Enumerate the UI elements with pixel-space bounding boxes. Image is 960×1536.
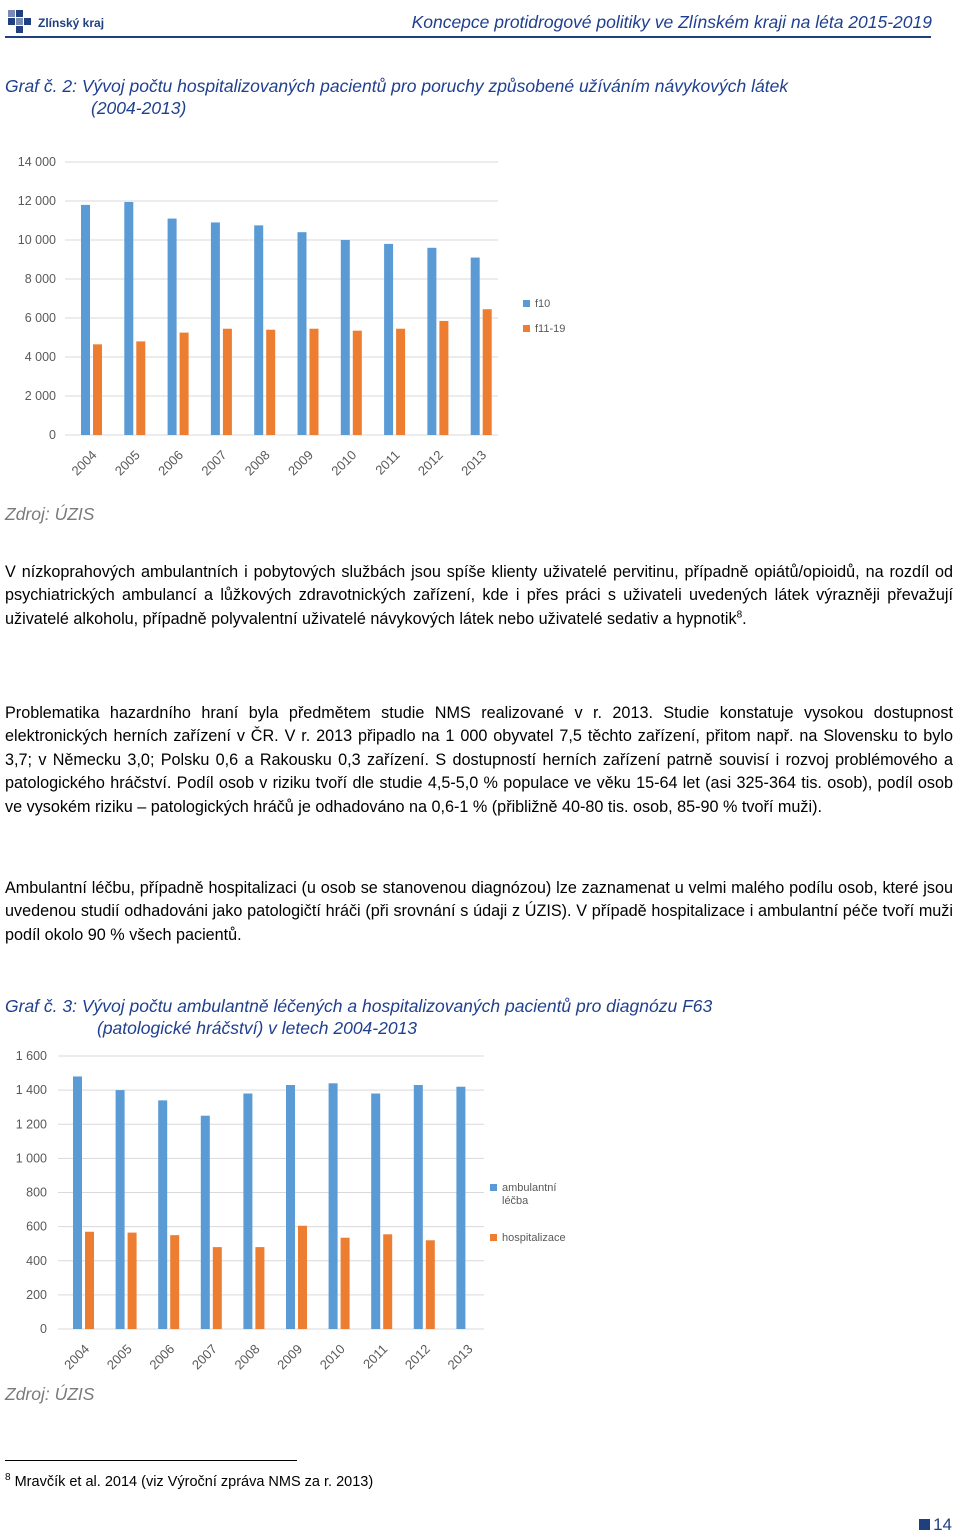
figure-2-caption <box>5 996 712 1039</box>
x-tick-label: 2004 <box>68 447 100 479</box>
y-tick-label: 1 000 <box>15 1151 47 1166</box>
bar-series2 <box>353 331 362 435</box>
bar-series2 <box>383 1234 392 1329</box>
figure-1-caption-line1: Graf č. 2: Vývoj počtu hospitalizovaných pacientů pro poruchy způsobené užíváním návykových látek <box>5 76 789 96</box>
x-tick-label: 2006 <box>146 1341 178 1373</box>
x-tick-label: 2011 <box>372 447 403 478</box>
y-tick-label: 1 400 <box>15 1083 47 1098</box>
y-tick-label: 0 <box>40 1322 47 1336</box>
x-tick-label: 2007 <box>198 447 230 479</box>
bar-series1 <box>414 1085 423 1329</box>
chart-f63-patients <box>0 1044 600 1384</box>
x-tick-label: 2009 <box>284 447 317 479</box>
bar-series2 <box>223 329 232 435</box>
bar-series2 <box>128 1233 137 1329</box>
bar-series2 <box>85 1232 94 1329</box>
header-divider <box>5 36 931 38</box>
bar-series1 <box>201 1116 210 1329</box>
bar-series2 <box>213 1247 222 1329</box>
x-tick-label: 2010 <box>316 1341 348 1373</box>
paragraph-clients-end: . <box>742 609 747 628</box>
bar-series1 <box>243 1094 252 1329</box>
legend-swatch <box>523 325 530 332</box>
legend-label: hospitalizace <box>502 1232 566 1244</box>
y-tick-label: 800 <box>26 1185 47 1200</box>
bar-series1 <box>427 248 436 435</box>
bar-series1 <box>254 225 263 435</box>
bar-series2 <box>266 330 275 435</box>
zlinsky-kraj-logo <box>8 10 118 36</box>
legend-swatch <box>490 1234 497 1241</box>
bar-series1 <box>371 1094 380 1329</box>
x-tick-label: 2011 <box>360 1341 391 1372</box>
legend-swatch <box>523 300 530 307</box>
bar-series1 <box>384 244 393 435</box>
x-tick-label: 2013 <box>444 1341 476 1373</box>
footnote-number: 8 <box>5 1472 11 1484</box>
page-number-square-icon <box>919 1519 930 1530</box>
bar-series1 <box>158 1100 167 1329</box>
page-header <box>0 0 960 40</box>
paragraph-clients <box>5 561 953 631</box>
footnote-text: Mravčík et al. 2014 (viz Výroční zpráva NMS za r. 2013) <box>14 1474 374 1490</box>
y-tick-label: 400 <box>26 1253 47 1268</box>
bar-series1 <box>329 1083 338 1329</box>
y-tick-label: 0 <box>49 428 56 442</box>
paragraph-clients-text: V nízkoprahových ambulantních i pobytových službách jsou spíše klienty uživatelé pervitinu, případně opiátů/opioidů, na rozdíl od psychiatrických ambulancí a lůžkových zdravotnických zařízení, kde i přes práci s uživateli uvedených látek výrazněji převažují uživatelé alkoholu, případně polyvalentní uživatelé návykových látek nebo uživatelé sedativ a hypnotik <box>5 563 953 628</box>
footnote <box>5 1474 373 1490</box>
bar-series1 <box>73 1076 82 1329</box>
bar-series2 <box>483 309 492 435</box>
figure-2-source: Zdroj: ÚZIS <box>5 1384 95 1404</box>
document-title: Koncepce protidrogové politiky ve Zlínském kraji na léta 2015-2019 <box>411 12 932 32</box>
y-tick-label: 6 000 <box>24 311 56 325</box>
x-tick-label: 2009 <box>274 1341 306 1373</box>
x-tick-label: 2008 <box>241 447 273 479</box>
footnote-divider <box>5 1460 297 1461</box>
chart-hospitalized-patients <box>0 150 600 490</box>
figure-1-caption <box>5 76 788 119</box>
page-number <box>919 1515 952 1535</box>
paragraph-treatment: Ambulantní léčbu, případně hospitalizaci (u osob se stanovenou diagnózou) lze zaznamenat u velmi malého podílu osob, které jsou uvedenou studií odhadováni jako patologičtí hráči (při srovnání s údaji z ÚZIS). V případě hospitalizace i ambulantní péče tvoří muži podíl okolo 90 % všech pacientů. <box>5 879 953 944</box>
x-tick-label: 2004 <box>61 1341 93 1373</box>
bar-series1 <box>168 219 177 435</box>
figure-2-caption-line1: Graf č. 3: Vývoj počtu ambulantně léčených a hospitalizovaných pacientů pro diagnózu F63 <box>5 996 713 1016</box>
bar-series1 <box>124 202 133 435</box>
bar-series2 <box>255 1247 264 1329</box>
x-tick-label: 2012 <box>414 447 446 479</box>
bar-series1 <box>471 258 480 435</box>
x-tick-label: 2005 <box>103 1341 135 1373</box>
legend-label: f10 <box>535 298 551 310</box>
y-tick-label: 200 <box>26 1287 47 1302</box>
bar-series2 <box>426 1240 435 1329</box>
bar-series1 <box>456 1087 465 1329</box>
bar-series2 <box>396 329 405 435</box>
bar-series2 <box>310 329 319 435</box>
bar-series1 <box>211 222 220 435</box>
bar-series1 <box>341 240 350 435</box>
bar-series1 <box>286 1085 295 1329</box>
page-number-text: 14 <box>933 1515 952 1534</box>
x-tick-label: 2013 <box>458 447 490 479</box>
x-tick-label: 2007 <box>188 1341 221 1373</box>
x-tick-label: 2005 <box>111 447 143 479</box>
y-tick-label: 10 000 <box>17 233 56 247</box>
figure-1-caption-line2: (2004-2013) <box>91 98 187 118</box>
y-tick-label: 14 000 <box>17 155 56 169</box>
legend-label: f11-19 <box>535 323 566 335</box>
legend-swatch <box>490 1184 497 1191</box>
bar-series1 <box>116 1090 125 1329</box>
bar-series1 <box>298 232 307 435</box>
figure-2-caption-line2: (patologické hráčství) v letech 2004-2013 <box>97 1018 418 1038</box>
bar-series2 <box>439 321 448 435</box>
paragraph-gambling: Problematika hazardního hraní byla předmětem studie NMS realizované v r. 2013. Studie konstatuje vysokou dostupnost elektronických herních zařízení v ČR. V r. 2013 připadlo na 1 000 obyvatel 7,5 těchto zařízení, přitom např. na Slovensku to bylo 3,7; v Německu 3,0; Polsku 0,6 a Rakousku 0,3 zařízení. S dostupností herních zařízení patrně souvisí i rozvoj problémového a patologického hráčství. Podíl osob v riziku tvoří dle studie 4,5-5,0 % populace ve věku 15-64 let (asi 325-364 tis. osob), podíl osob ve vysokém riziku – patologických hráčů je odhadováno na 0,6-1 % (přibližně 40-80 tis. osob, 85-90 % tvoří muži). <box>5 704 953 816</box>
bar-series2 <box>298 1226 307 1329</box>
x-tick-label: 2010 <box>328 447 360 479</box>
y-tick-label: 1 200 <box>15 1117 47 1132</box>
y-tick-label: 2 000 <box>24 389 56 403</box>
y-tick-label: 12 000 <box>17 194 56 208</box>
bar-series2 <box>341 1238 350 1329</box>
y-tick-label: 1 600 <box>15 1049 47 1063</box>
x-tick-label: 2012 <box>401 1341 434 1373</box>
bar-series1 <box>81 205 90 435</box>
y-tick-label: 600 <box>26 1219 47 1234</box>
bar-series2 <box>180 333 189 435</box>
y-tick-label: 4 000 <box>24 350 56 364</box>
logo-text: Zlínský kraj <box>38 16 105 30</box>
y-tick-label: 8 000 <box>24 272 56 286</box>
bar-series2 <box>136 341 145 435</box>
footnote-ref: 8 <box>736 609 743 621</box>
bar-series2 <box>170 1235 179 1329</box>
bar-series2 <box>93 344 102 435</box>
x-tick-label: 2008 <box>231 1341 263 1373</box>
figure-1-source: Zdroj: ÚZIS <box>5 504 95 524</box>
legend-label: ambulantní <box>502 1182 557 1194</box>
legend-label: léčba <box>502 1195 529 1207</box>
x-tick-label: 2006 <box>155 447 187 479</box>
